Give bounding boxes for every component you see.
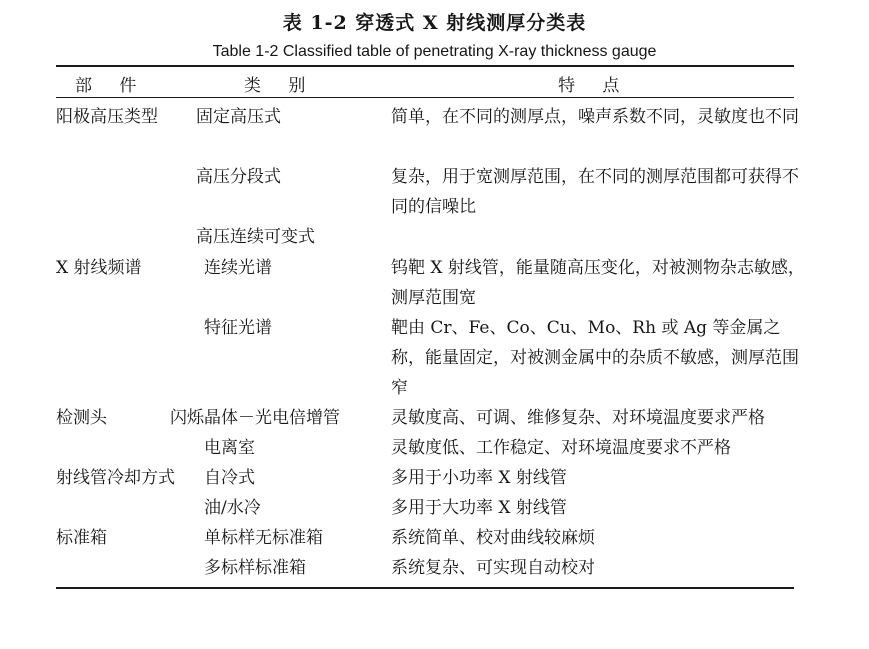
header-part: 部 件 [75,76,137,96]
cell-feature: 多用于小功率 X 射线管 [391,468,567,488]
top-rule [56,65,794,67]
cell-feature: 系统简单、校对曲线较麻烦 [391,528,595,548]
cell-feature: 钨靶 X 射线管，能量随高压变化，对被测物杂志敏感，测厚范围宽 [391,258,805,308]
cell-part: 射线管冷却方式 [56,468,175,488]
cell-part: 标准箱 [56,528,107,548]
cell-type: 电离室 [204,438,255,458]
cell-type: 高压分段式 [196,167,281,187]
bottom-rule [56,587,794,589]
cell-feature: 复杂，用于宽测厚范围，在不同的测厚范围都可获得不同的信噪比 [391,167,799,217]
cell-feature: 多用于大功率 X 射线管 [391,498,567,518]
table-title-cn: 表 1-2 穿透式 X 射线测厚分类表 [282,12,587,34]
cell-feature: 灵敏度低、工作稳定、对环境温度要求不严格 [391,438,731,458]
cell-type: 闪烁晶体－光电倍增管 [170,408,340,428]
header-rule [56,97,794,98]
header-type: 类 别 [244,76,306,96]
cell-type: 特征光谱 [204,318,272,338]
cell-type: 高压连续可变式 [196,227,315,247]
cell-part: 检测头 [56,408,107,428]
cell-type: 自冷式 [204,468,255,488]
cell-type: 固定高压式 [196,107,281,127]
cell-type: 连续光谱 [204,258,272,278]
table-title-en: Table 1-2 Classified table of penetrating X-ray thickness gauge [212,43,657,60]
cell-feature: 系统复杂、可实现自动校对 [391,558,595,578]
cell-part: X 射线频谱 [56,258,142,278]
cell-part: 阳极高压类型 [56,107,158,127]
cell-type: 油/水冷 [204,498,261,518]
cell-feature: 靶由 Cr、Fe、Co、Cu、Mo、Rh 或 Ag 等金属之称，能量固定，对被测金属中的杂质不敏感，测厚范围窄 [391,318,799,398]
cell-feature: 灵敏度高、可调、维修复杂、对环境温度要求严格 [391,408,765,428]
cell-type: 多标样标准箱 [204,558,306,578]
header-feature: 特 点 [558,76,620,96]
cell-type: 单标样无标准箱 [204,528,323,548]
cell-feature: 简单，在不同的测厚点，噪声系数不同，灵敏度也不同 [391,107,799,127]
